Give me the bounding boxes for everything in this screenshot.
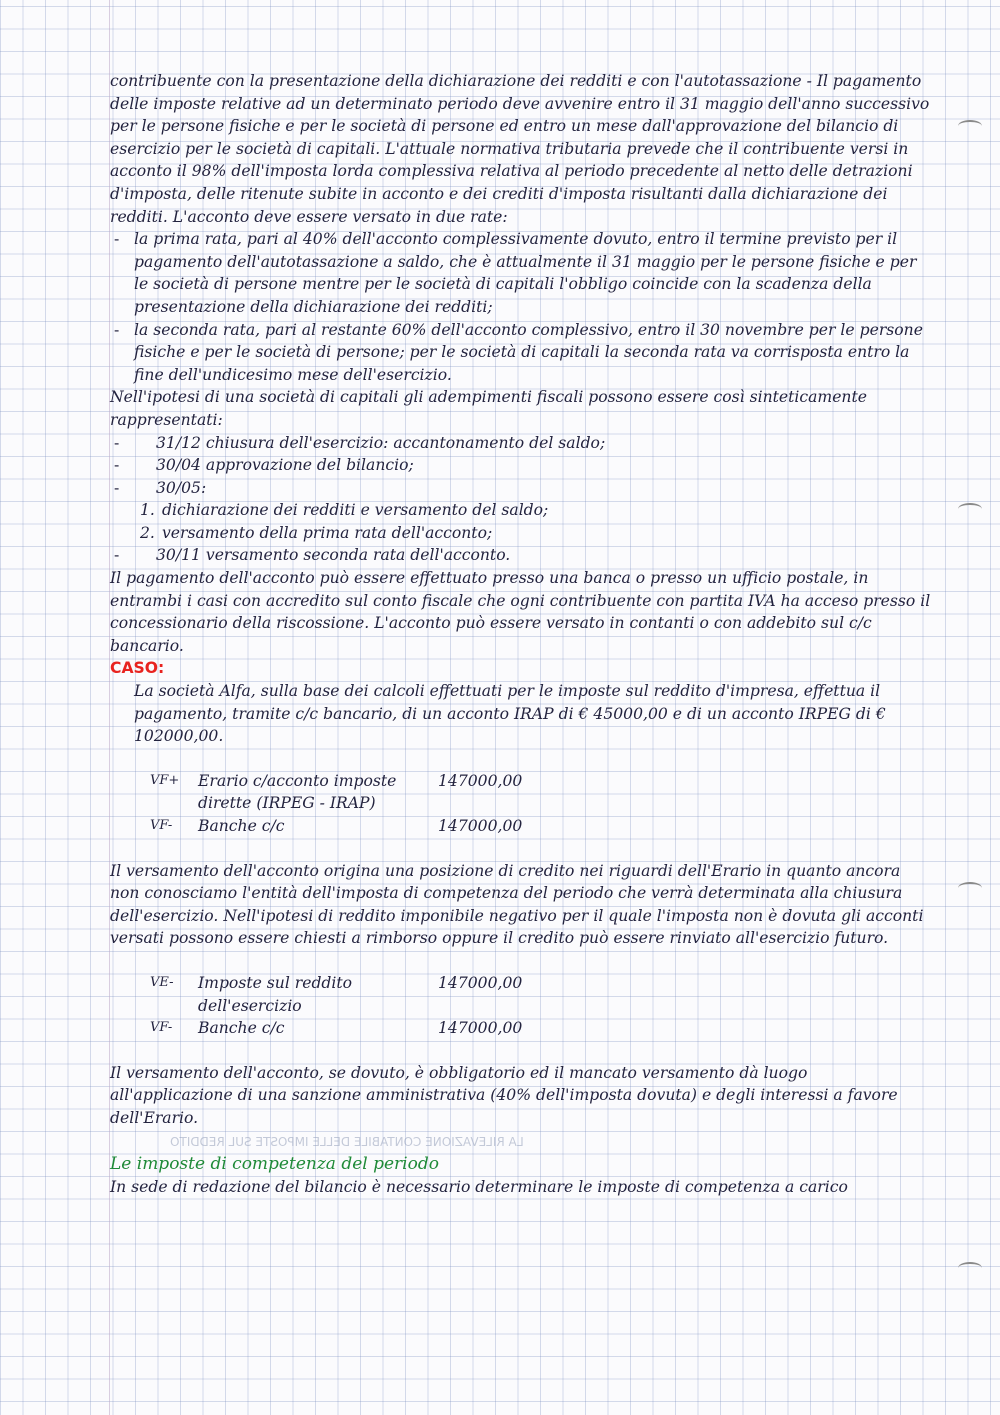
entry-amount: 147000,00 xyxy=(438,973,523,992)
case-text: La società Alfa, sulla base dei calcoli effettuati per le imposte sul reddito d'impresa, effettua il pagamento, tramite c/c bancario, di un acconto IRAP di € 45000,00 e di un acconto IRPEG di € 102000,00. xyxy=(134,682,886,746)
list-item xyxy=(110,477,932,500)
deadline-list xyxy=(110,432,932,500)
list-item xyxy=(140,522,932,545)
binder-hole xyxy=(958,882,982,894)
entry-account: Banche c/c xyxy=(198,1019,285,1038)
journal-entry xyxy=(150,770,932,838)
paragraph: In sede di redazione del bilancio è necessario determinare le imposte di competenza a carico xyxy=(110,1177,848,1196)
item-number: 2. xyxy=(140,523,155,542)
binder-hole xyxy=(958,120,982,132)
item-text: versamento della prima rata dell'acconto; xyxy=(162,523,493,542)
bleed-through-text: LA RILEVAZIONE CONTABILE DELLE IMPOSTE SUL REDDITO xyxy=(170,1134,524,1149)
entry-row xyxy=(150,1017,932,1040)
entry-row xyxy=(150,972,932,1017)
entry-code: VE- xyxy=(150,974,174,990)
paragraph: Il pagamento dell'acconto può essere effettuato presso una banca o presso un ufficio postale, in entrambi i casi con accredito sul conto fiscale che ogni contribuente con partita IVA ha acceso presso il concessionario della riscossione. L'acconto può essere versato in contanti o con addebito sul c/c bancario. xyxy=(110,569,931,655)
list-item: - 31/12 chiusura dell'esercizio: accantonamento del saldo; xyxy=(110,432,932,455)
deadline-sublist xyxy=(110,499,932,544)
journal-entry xyxy=(150,972,932,1040)
entry-account: Imposte sul reddito dell'esercizio xyxy=(198,973,353,1015)
deadline-list-end xyxy=(110,544,932,567)
list-item xyxy=(140,499,932,522)
rate-list xyxy=(110,228,932,386)
list-item: - la prima rata, pari al 40% dell'acconto complessivamente dovuto, entro il termine previsto per il pagamento dell'autotassazione a saldo, che è attualmente il 31 maggio per le persone fisiche e per le società di persone mentre per le società di capitali l'obbligo coincide con la scadenza della presentazione della dichiarazione dei redditi; xyxy=(110,228,932,318)
case-label: CASO: xyxy=(110,659,165,678)
entry-amount: 147000,00 xyxy=(438,817,523,835)
paragraph: Il versamento dell'acconto, se dovuto, è obbligatorio ed il mancato versamento dà luogo all'applicazione di una sanzione amministrativa (40% dell'imposta dovuta) e degli interessi a favore dell'Erario. xyxy=(110,1063,898,1127)
binder-hole xyxy=(958,1262,982,1274)
item-text: dichiarazione dei redditi e versamento del saldo; xyxy=(162,501,549,520)
handwritten-text xyxy=(110,70,932,1198)
entry-row xyxy=(150,815,932,838)
entry-code: VF- xyxy=(150,818,173,833)
paragraph: Nell'ipotesi di una società di capitali gli adempimenti fiscali possono essere così sinteticamente rappresentati: xyxy=(110,388,867,429)
list-item: - la seconda rata, pari al restante 60% dell'acconto complessivo, entro il 30 novembre per le persone fisiche e per le società di persone; per le società di capitali la seconda rata va corrisposta entro la fine dell'undicesimo mese dell'esercizio. xyxy=(110,319,932,387)
entry-code: VF+ xyxy=(150,772,180,788)
entry-row xyxy=(150,770,932,815)
entry-code: VF- xyxy=(150,1020,173,1036)
list-item: - 30/11 versamento seconda rata dell'acconto. xyxy=(110,544,932,567)
list-item-label: 30/05: xyxy=(156,478,207,497)
paragraph: Il versamento dell'acconto origina una posizione di credito nei riguardi dell'Erario in quanto ancora non conosciamo l'entità dell'imposta di competenza del periodo che verrà determinata alla chiusura dell'esercizio. Nell'ipotesi di reddito imponibile negativo per il quale l'imposta non è dovuta gli acconti versati possono essere chiesti a rimborso oppure il credito può essere rinviato all'esercizio futuro. xyxy=(110,861,924,948)
paragraph: contribuente con la presentazione della dichiarazione dei redditi e con l'autotassazione - Il pagamento delle imposte relative ad un determinato periodo deve avvenire entro il 31 maggio dell'anno successivo per le persone fisiche e per le società di persone ed entro un mese dall'approvazione del bilancio di esercizio per le società di capitali. L'attuale normativa tributaria prevede che il contribuente versi in acconto il 98% dell'imposta lorda complessiva relativa al periodo precedente al netto delle detrazioni d'imposta, delle ritenute subite in acconto e dei crediti d'imposta risultanti dalla dichiarazione dei redditi. L'acconto deve essere versato in due rate: xyxy=(110,72,930,226)
section-heading: Le imposte di competenza del periodo xyxy=(110,1154,439,1175)
entry-amount: 147000,00 xyxy=(438,771,523,790)
binder-hole xyxy=(958,503,982,515)
list-item: - 30/04 approvazione del bilancio; xyxy=(110,454,932,477)
entry-account: Erario c/acconto imposte dirette (IRPEG - IRAP) xyxy=(198,771,397,813)
entry-account: Banche c/c xyxy=(198,817,285,835)
item-number: 1. xyxy=(140,501,155,520)
entry-amount: 147000,00 xyxy=(438,1019,523,1038)
